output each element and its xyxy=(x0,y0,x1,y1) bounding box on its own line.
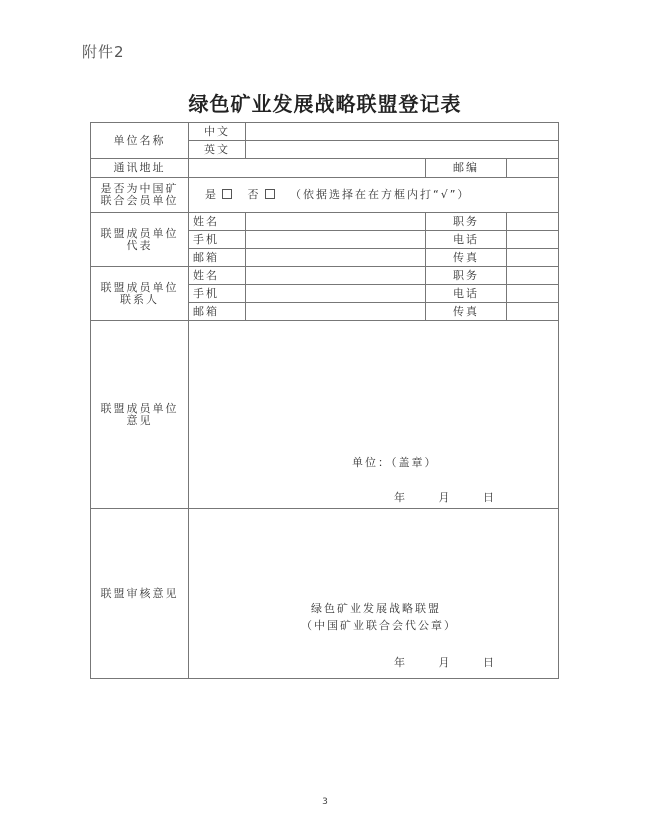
unit-name-chinese-field[interactable] xyxy=(246,123,559,141)
unit-name-english-field[interactable] xyxy=(246,141,559,159)
day-label: 日 xyxy=(483,656,496,669)
unit-opinion-label xyxy=(91,321,189,509)
contact-position-field[interactable] xyxy=(507,267,559,285)
review-opinion-label: 联盟审核意见 xyxy=(91,509,189,679)
rep-phone-field[interactable] xyxy=(507,231,559,249)
unit-opinion-line1: 联盟成员单位 xyxy=(100,401,179,415)
representative-line2: 代表 xyxy=(126,238,153,252)
unit-opinion-area[interactable] xyxy=(189,321,559,509)
contact-email-field[interactable] xyxy=(246,303,426,321)
day-label: 日 xyxy=(483,491,496,504)
rep-name-field[interactable] xyxy=(246,213,426,231)
chinese-label: 中文 xyxy=(189,123,246,141)
rep-fax-field[interactable] xyxy=(507,249,559,267)
alliance-seal-note: （中国矿业联合会代公章） xyxy=(301,619,457,632)
contact-line2: 联系人 xyxy=(120,292,159,306)
page-number: 3 xyxy=(322,797,328,807)
unit-opinion-line2: 意见 xyxy=(126,413,153,427)
registration-form-table xyxy=(90,122,559,679)
rep-email-field[interactable] xyxy=(246,249,426,267)
rep-email-label: 邮箱 xyxy=(189,249,246,267)
member-question-label xyxy=(91,178,189,213)
check-hint: （依据选择在在方框内打“√”） xyxy=(290,188,471,201)
member-checkbox-row xyxy=(189,178,559,213)
rep-mobile-field[interactable] xyxy=(246,231,426,249)
no-checkbox[interactable] xyxy=(265,189,275,199)
contact-phone-field[interactable] xyxy=(507,285,559,303)
contact-position-label: 职务 xyxy=(426,267,507,285)
year-label: 年 xyxy=(394,656,407,669)
unit-name-label: 单位名称 xyxy=(91,123,189,159)
postcode-label: 邮编 xyxy=(426,159,507,178)
contact-fax-field[interactable] xyxy=(507,303,559,321)
address-label: 通讯地址 xyxy=(91,159,189,178)
rep-position-label: 职务 xyxy=(426,213,507,231)
rep-fax-label: 传真 xyxy=(426,249,507,267)
member-question-line1: 是否为中国矿 xyxy=(100,182,179,195)
contact-name-label: 姓名 xyxy=(189,267,246,285)
month-label: 月 xyxy=(438,656,452,669)
postcode-field[interactable] xyxy=(507,159,559,178)
contact-label xyxy=(91,267,189,321)
contact-mobile-label: 手机 xyxy=(189,285,246,303)
alliance-name: 绿色矿业发展战略联盟 xyxy=(311,602,441,615)
contact-line1: 联盟成员单位 xyxy=(100,280,179,294)
address-field[interactable] xyxy=(189,159,426,178)
year-label: 年 xyxy=(394,491,407,504)
rep-phone-label: 电话 xyxy=(426,231,507,249)
no-label: 否 xyxy=(247,188,261,201)
contact-email-label: 邮箱 xyxy=(189,303,246,321)
form-title: 绿色矿业发展战略联盟登记表 xyxy=(188,92,462,116)
contact-phone-label: 电话 xyxy=(426,285,507,303)
unit-stamp-label: 单位：（盖章） xyxy=(352,456,438,469)
contact-fax-label: 传真 xyxy=(426,303,507,321)
yes-checkbox[interactable] xyxy=(222,189,232,199)
attachment-label: 附件2 xyxy=(82,43,125,61)
english-label: 英文 xyxy=(189,141,246,159)
yes-label: 是 xyxy=(205,188,218,201)
contact-name-field[interactable] xyxy=(246,267,426,285)
representative-label xyxy=(91,213,189,267)
member-question-line2: 联合会员单位 xyxy=(100,194,179,207)
review-opinion-area[interactable] xyxy=(189,509,559,679)
rep-mobile-label: 手机 xyxy=(189,231,246,249)
month-label: 月 xyxy=(438,491,452,504)
contact-mobile-field[interactable] xyxy=(246,285,426,303)
review-date xyxy=(394,657,496,669)
representative-line1: 联盟成员单位 xyxy=(100,226,179,240)
rep-position-field[interactable] xyxy=(507,213,559,231)
unit-opinion-date xyxy=(394,492,496,504)
rep-name-label: 姓名 xyxy=(189,213,246,231)
